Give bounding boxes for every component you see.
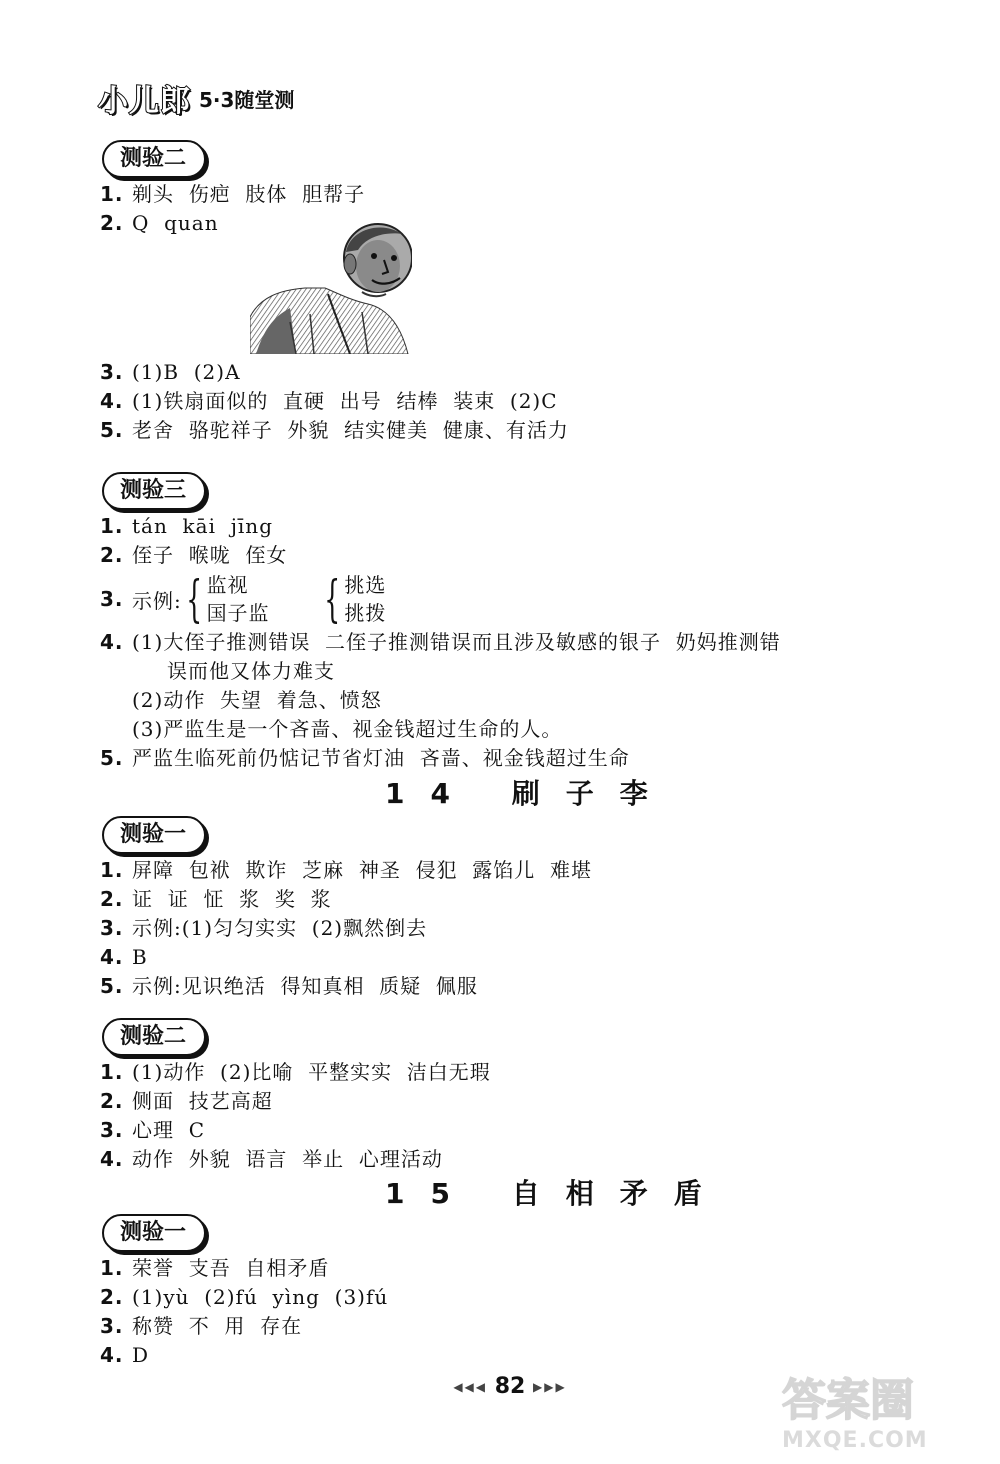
answer-line: 3. 称赞 不 用 存在 [100, 1314, 303, 1338]
answer-line: (3)严监生是一个吝啬、视金钱超过生命的人。 [132, 717, 563, 741]
answer-line: 3. (1)B (2)A [100, 360, 241, 384]
answer-line: 5. 示例:见识绝活 得知真相 质疑 佩服 [100, 974, 478, 998]
right-arrows-icon: ▶▶▶ [532, 1380, 567, 1394]
brand [98, 78, 294, 118]
answer-line: 4. D [100, 1343, 150, 1367]
answer-line: 4. B [100, 945, 148, 969]
answer-line: 5. 老舍 骆驼祥子 外貌 结实健美 健康、有活力 [100, 418, 569, 442]
page-number-value: 82 [494, 1374, 526, 1399]
lesson14-quiz-1 [100, 816, 920, 1001]
answer-line: 1. (1)动作 (2)比喻 平整实实 洁白无瑕 [100, 1060, 491, 1084]
answer-line: 5. 严监生临死前仍惦记节省灯油 吝啬、视金钱超过生命 [100, 746, 630, 770]
quiz-section-3 [100, 472, 920, 773]
answer-line: 4. (1)铁扇面似的 直硬 出号 结棒 装束 (2)C [100, 389, 558, 413]
lesson-title: 14 刷子李 [385, 777, 674, 810]
brand-logo: 小儿郎 [98, 84, 191, 119]
left-arrows-icon: ◀◀◀ [453, 1380, 488, 1394]
portrait-illustration [250, 222, 412, 354]
example-answer: 3. 示例: { 监视 国子监 { 挑选 挑拨 [100, 570, 387, 628]
quiz-section-2-continued [100, 358, 920, 445]
brace-icon: { [185, 570, 203, 628]
answer-line: 1. 荣誉 支吾 自相矛盾 [100, 1256, 330, 1280]
answer-line: 2. 侧面 技艺高超 [100, 1089, 273, 1113]
answer-line: 2. (1)yù (2)fú yìng (3)fú [100, 1285, 389, 1309]
answer-line: 2. Q quan [100, 211, 219, 235]
answer-line: 4. 动作 外貌 语言 举止 心理活动 [100, 1147, 443, 1171]
quiz-heading: 测验三 [102, 472, 206, 510]
lesson14-quiz-2 [100, 1018, 920, 1174]
answer-line: 1. 剃头 伤疤 肢体 胆帮子 [100, 182, 366, 206]
answer-line: 1. 屏障 包袱 欺诈 芝麻 神圣 侵犯 露馅儿 难堪 [100, 858, 593, 882]
quiz-section-2 [100, 140, 920, 238]
brand-subtitle: 5·3随堂测 [199, 87, 295, 112]
answer-line: 1. tán kāi jīng [100, 514, 273, 538]
answer-line: 2. 证 证 怔 浆 奖 浆 [100, 887, 332, 911]
page-number [420, 1374, 600, 1399]
answer-line: (2)动作 失望 着急、愤怒 [132, 688, 382, 712]
answer-line: 误而他又体力难支 [167, 659, 335, 683]
lesson15-quiz-1 [100, 1214, 920, 1370]
watermark [782, 1364, 982, 1454]
brace-icon: { [323, 570, 341, 628]
answer-line: 2. 侄子 喉咙 侄女 [100, 543, 288, 567]
watermark-url: MXQE.COM [782, 1428, 928, 1453]
answer-line: 3. 心理 C [100, 1118, 206, 1142]
quiz-heading: 测验二 [102, 140, 206, 178]
quiz-heading: 测验一 [102, 1214, 206, 1252]
quiz-heading: 测验二 [102, 1018, 206, 1056]
watermark-logo: 答案圈 [782, 1375, 914, 1426]
quiz-heading: 测验一 [102, 816, 206, 854]
answer-line: 3. 示例:(1)匀匀实实 (2)飘然倒去 [100, 916, 428, 940]
answer-line: 4. (1)大侄子推测错误 二侄子推测错误而且涉及敏感的银子 奶妈推测错 [100, 630, 781, 654]
lesson-title: 15 自相矛盾 [385, 1177, 728, 1210]
